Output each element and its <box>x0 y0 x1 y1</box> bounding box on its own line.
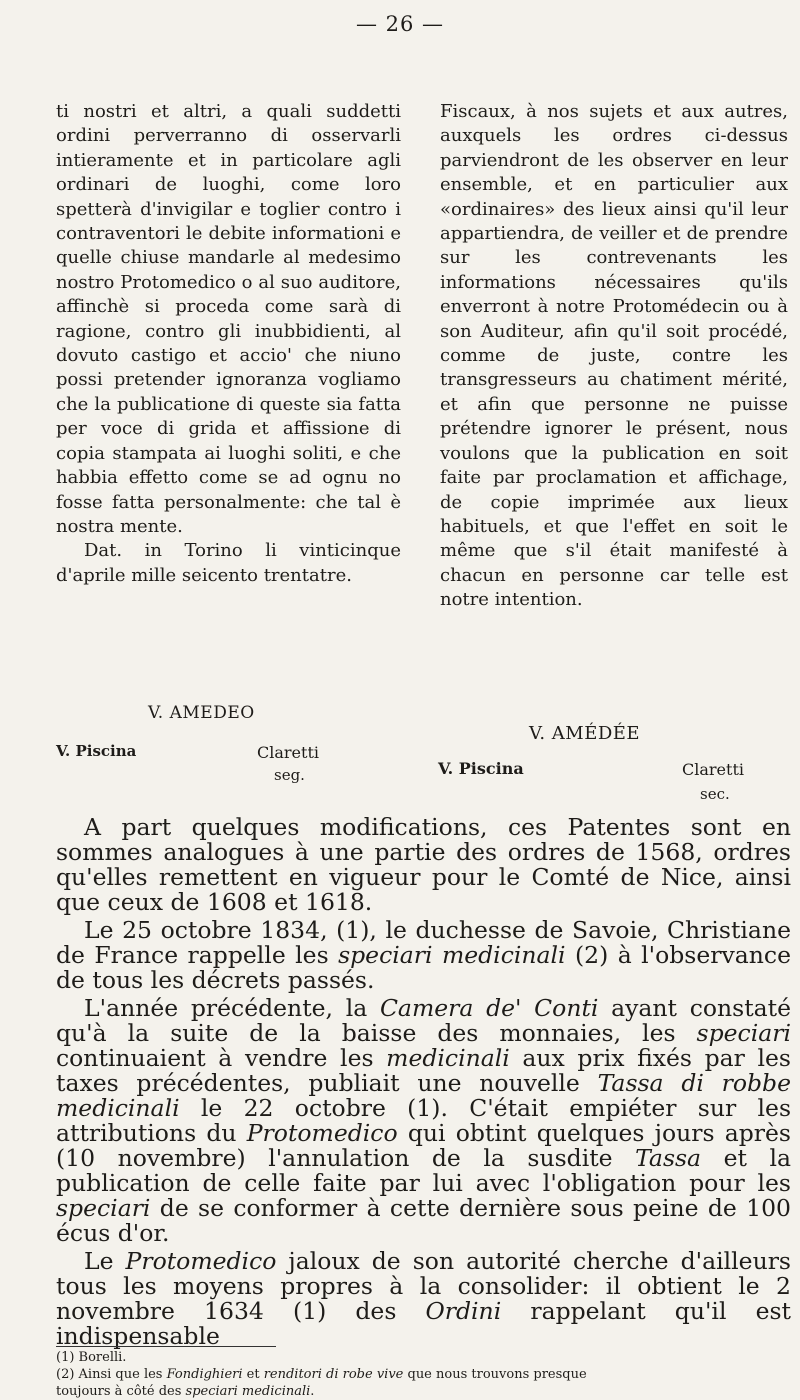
text-run: . <box>310 1384 315 1399</box>
text-run: et <box>242 1367 264 1382</box>
body-paragraph-1: A part quelques modifications, ces Patentes sont en sommes analogues à une partie des ordres de 1568, ordres qu'elles remettent en vigueur pour le Comté de Nice, ainsi que ceux de 1608 et 1618. <box>56 813 791 916</box>
left-signature-seg: seg. <box>274 766 305 784</box>
italic-run: medicinali <box>386 1044 510 1072</box>
text-run: et la publication de celle faite par lui avec l'obligation pour les <box>56 1144 791 1197</box>
right-signature-piscina: V. Piscina <box>438 759 524 778</box>
text-run: ayant constaté qu'à la suite de la baisse des monnaies, les <box>56 994 792 1047</box>
italic-run: Ordini <box>425 1297 502 1325</box>
left-column-paragraph: ti nostri et altri, a quali suddetti ordini perverranno di osservarli intieramente et in particolare agli ordinari de luoghi, come loro spetterà d'invigilar e toglier contro i contraventori le debite informationi e quelle chiuse mandarle al medesimo nostro Protomedico o al suo auditore, affinchè si proceda come sarà di ragione, contro gli inubbidienti, al dovuto castigo et accio' che niuno possi pretender ignoranza vogliamo che la publicatione di queste sia fatta per voce di grida et affissione di copia stampata ai luoghi soliti, e che habbia effetto come se ad ognu no fosse fatta personalmente: che tal è nostra mente. <box>56 101 401 537</box>
italic-run: speciari <box>56 1194 151 1222</box>
main-body-text <box>56 815 791 1352</box>
italic-run: Tassa di robbe medicinali <box>56 1069 791 1122</box>
text-run: de se conformer à cette dernière sous peine de 100 écus d'or. <box>56 1194 791 1247</box>
italic-run: speciari medicinali <box>338 941 566 969</box>
italic-run: Protomedico <box>125 1247 277 1275</box>
italic-run: speciari medicinali <box>185 1384 311 1399</box>
left-column-italian-text <box>56 100 401 588</box>
text-run: jaloux de son autorité cherche d'ailleurs tous les moyens propres à la consolider: il obtient le 2 novembre 1634 (1) des <box>56 1247 791 1325</box>
body-paragraph-3 <box>56 996 791 1246</box>
body-paragraph-4 <box>56 1249 791 1349</box>
text-run: Le <box>84 1247 126 1275</box>
text-run: que nous trouvons presque <box>403 1367 587 1382</box>
text-run: qui obtint quelques jours après (10 novembre) l'annulation de la susdite <box>56 1119 791 1172</box>
italic-run: renditori di robe vive <box>263 1367 404 1382</box>
left-signature-name: V. AMEDEO <box>148 703 255 723</box>
footnotes <box>56 1349 791 1400</box>
text-run: continuaient à vendre les <box>56 1044 387 1072</box>
text-run: (2) Ainsi que les <box>56 1367 167 1382</box>
body-paragraph-2 <box>56 918 791 993</box>
text-run: rappelant qu'il est indispensable <box>56 1297 791 1350</box>
italic-run: speciari <box>696 1019 791 1047</box>
left-signature-piscina: V. Piscina <box>56 742 137 760</box>
text-run: le 22 octobre (1). C'était empiéter sur les attributions du <box>56 1094 791 1147</box>
right-signature-claretti: Claretti <box>682 760 744 779</box>
italic-run: Camera de' Conti <box>379 994 599 1022</box>
text-run: L'année précédente, la <box>84 994 380 1022</box>
right-signature-name: V. AMÉDÉE <box>529 723 641 744</box>
right-signature-sec: sec. <box>700 785 730 803</box>
text-run: aux prix fixés par les taxes précédentes, publiait une nouvelle <box>56 1044 791 1097</box>
footnote-2-continued <box>56 1383 791 1400</box>
text-run: toujours à côté des <box>56 1384 186 1399</box>
footnote-2 <box>56 1366 791 1383</box>
right-column-french-text <box>440 100 788 613</box>
right-column-paragraph: Fiscaux, à nos sujets et aux autres, auxquels les ordres ci-dessus parviendront de les observer en leur ensemble, et en particulier aux «ordinaires» des lieux ainsi qu'il leur appartiendra, de veiller et de prendre sur les contrevenants les informations nécessaires qu'ils enverront à notre Protomédecin ou à son Auditeur, afin qu'il soit procédé, comme de juste, contre les transgresseurs au chatiment mérité, et afin que personne ne puisse prétendre ignorer le présent, nous voulons que la publication en soit faite par proclamation et affichage, de copie imprimée aux lieux habituels, et que l'effet en soit le même que s'il était manifesté à chacun en personne car telle est notre intention. <box>440 101 788 611</box>
footnote-divider <box>56 1346 276 1347</box>
footnote-1: (1) Borelli. <box>56 1350 127 1365</box>
text-run: (2) à l'observance de tous les décrets passés. <box>56 941 791 994</box>
italic-run: Fondighieri <box>166 1367 243 1382</box>
left-column-date: Dat. in Torino li vinticinque d'aprile mille seicento trentatre. <box>56 540 401 586</box>
text-run: Le 25 octobre 1834, (1), le duchesse de Savoie, Christiane de France rappelle les <box>56 916 791 969</box>
italic-run: Tassa <box>635 1144 702 1172</box>
page-number: — 26 — <box>355 12 445 36</box>
italic-run: Protomedico <box>246 1119 398 1147</box>
left-signature-claretti: Claretti <box>257 743 319 762</box>
